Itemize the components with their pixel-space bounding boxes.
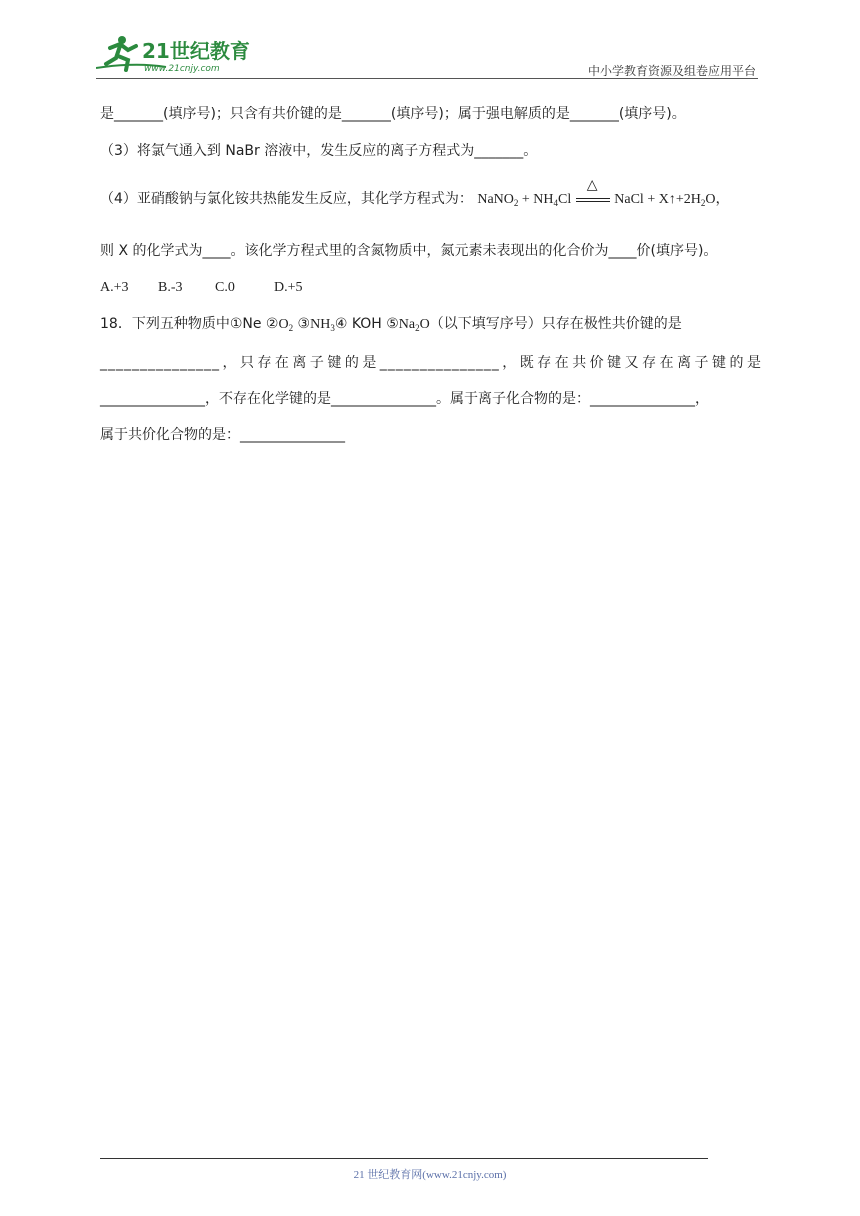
heat-triangle-icon: △ — [586, 177, 598, 193]
svg-text:21世纪教育: 21世纪教育 — [142, 39, 250, 63]
header-divider — [96, 78, 758, 79]
heat-equals-sign — [575, 177, 611, 207]
runner-logo-icon — [96, 34, 261, 74]
gas-up-arrow-icon: ↑ — [668, 192, 676, 207]
chemical-equation: NaNO$_2$ + $NH_4Cl$ △ NaCl + $X↑+2H_2O$， — [477, 177, 730, 208]
line-7: _______________，不存在化学键的是_______________。属于离子化合物的是：_______________， — [100, 391, 709, 407]
line-question-3: （3）将氯气通入到 NaBr 溶液中，发生反应的离子方程式为_______。 — [100, 143, 538, 159]
line-1: 是_______(填序号)；只含有共价键的是_______(填序号)；属于强电解质的是_______(填序号)。 — [100, 106, 686, 122]
line-question-18: 18．下列五种物质中①Ne $②O_2$ $③NH_3④$ KOH $⑤Na_2O$（以下填写序号）只存在极性共价键的是 — [100, 316, 682, 333]
svg-text:www.21cnjy.com: www.21cnjy.com — [144, 64, 220, 74]
option-c: C.0 — [215, 280, 235, 295]
option-a: A.+3 — [100, 280, 129, 295]
line-8: 属于共价化合物的是：_______________ — [100, 427, 345, 443]
options-row — [100, 277, 762, 298]
line-question-4 — [100, 177, 762, 210]
site-logo — [96, 34, 261, 74]
page-header — [96, 30, 758, 80]
header-slogan: 中小学教育资源及组卷应用平台 — [587, 64, 756, 78]
line-6: _______________，只存在离子键的是_______________，既存在共价键又存在离子键的是 — [100, 355, 762, 371]
option-b: B.-3 — [158, 280, 183, 295]
footer-divider — [100, 1158, 708, 1159]
option-d: D.+5 — [274, 280, 303, 295]
line-4: 则 X 的化学式为____。该化学方程式里的含氮物质中，氮元素未表现出的化合价为____价(填序号)。 — [100, 243, 718, 259]
footer-site: 21 世纪教育网(www.21cnjy.com) — [353, 1169, 507, 1181]
question-4-text: （4）亚硝酸钠与氯化铵共热能发生反应，其化学方程式为： — [100, 191, 473, 207]
